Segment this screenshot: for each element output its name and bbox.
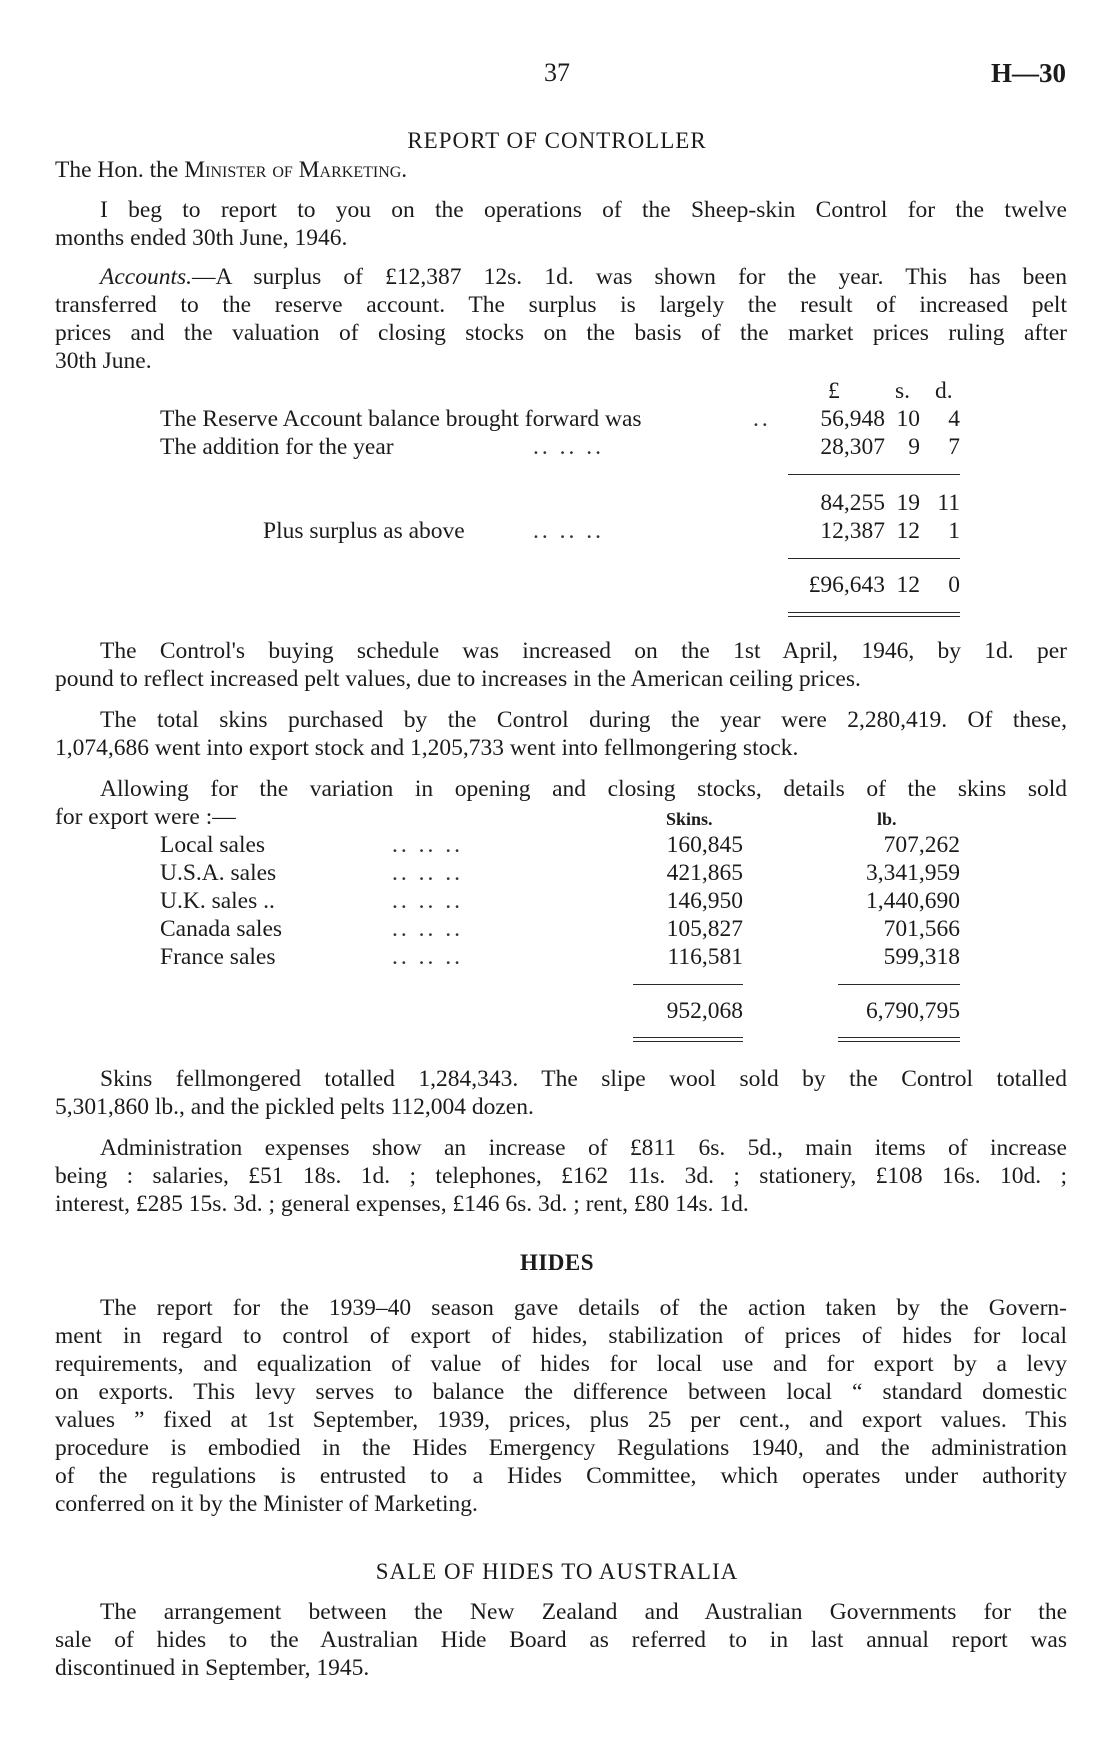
reserve-row-label: The Reserve Account balance brought forward was	[160, 406, 642, 432]
accounts-line-3: prices and the valuation of closing stocks on the basis of the market prices ruling after	[55, 320, 1067, 346]
schedule-line-1: The Control's buying schedule was increased on the 1st April, 1946, by 1d. per	[100, 638, 1067, 664]
plus-row-shillings: 12	[896, 518, 920, 544]
australia-heading: SALE OF HIDES TO AUSTRALIA	[375, 1559, 739, 1584]
subtotal-shillings: 19	[896, 490, 920, 516]
fellmongered-line-2: 5,301,860 lb., and the pickled pelts 112,004 dozen.	[55, 1094, 534, 1120]
sales-row-dots: .. .. ..	[392, 860, 463, 886]
australia-line-3: discontinued in September, 1945.	[55, 1655, 370, 1681]
salutation-prefix: The Hon. the	[55, 157, 185, 183]
sales-row-lb: 1,440,690	[866, 888, 960, 914]
hides-line-1: The report for the 1939–40 season gave details of the action taken by the Govern-	[100, 1295, 1067, 1321]
hides-heading: HIDES	[519, 1250, 595, 1275]
plus-row-pounds: 12,387	[820, 518, 885, 544]
document-reference: H—30	[990, 58, 1066, 88]
hides-line-5: values ” fixed at 1st September, 1939, prices, plus 25 per cent., and export values. This	[55, 1407, 1067, 1433]
sales-row-skins: 146,950	[666, 888, 743, 914]
total-pence: 0	[948, 572, 960, 598]
sales-row-lb: 599,318	[883, 944, 960, 970]
salutation-office: Minister of Marketing.	[184, 157, 408, 183]
col-header-lb: lb.	[877, 809, 897, 829]
total-double-rule	[788, 612, 960, 617]
plus-row-label: Plus surplus as above	[263, 518, 465, 544]
intro-line-1: I beg to report to you on the operations of the Sheep-skin Control for the twelve	[100, 197, 1067, 223]
sales-row-dots: .. .. ..	[392, 888, 463, 914]
reserve-row-shillings: 10	[896, 406, 920, 432]
plus-row-pence: 1	[948, 518, 960, 544]
allowing-line-2: for export were :—	[55, 804, 236, 830]
accounts-line-1	[100, 264, 1067, 291]
total-shillings: 12	[896, 572, 920, 598]
addition-row-label: The addition for the year	[160, 434, 394, 460]
addition-row-shillings: 9	[908, 434, 920, 460]
intro-line-2: months ended 30th June, 1946.	[55, 225, 348, 251]
sales-row-dots: .. .. ..	[392, 916, 463, 942]
reserve-row-pounds: 56,948	[820, 406, 885, 432]
lb-double-rule	[838, 1037, 960, 1042]
sales-row-label: U.K. sales ..	[160, 888, 275, 914]
lb-total: 6,790,795	[866, 998, 960, 1024]
sales-row-label: Local sales	[160, 832, 266, 858]
col-header-shillings: s.	[895, 378, 911, 404]
skins-total-rule	[633, 984, 743, 985]
hides-line-6: procedure is embodied in the Hides Emergency Regulations 1940, and the administration	[55, 1435, 1067, 1461]
accounts-text-1: —A surplus of £12,387 12s. 1d. was shown for the year. This has been	[192, 264, 1067, 290]
subtotal-pence: 11	[937, 490, 960, 516]
subtotal-pounds: 84,255	[820, 490, 885, 516]
fellmongered-line-1: Skins fellmongered totalled 1,284,343. The slipe wool sold by the Control totalled	[100, 1066, 1067, 1092]
sales-row-dots: .. .. ..	[392, 944, 463, 970]
total-pounds: £96,643	[808, 572, 885, 598]
sales-row-skins: 116,581	[667, 944, 743, 970]
administration-line-2: being : salaries, £51 18s. 1d. ; telephones, £162 11s. 3d. ; stationery, £108 16s. 10d. ;	[55, 1163, 1067, 1189]
skins-double-rule	[633, 1037, 743, 1042]
sales-row-lb: 3,341,959	[866, 860, 960, 886]
sales-row-label: U.S.A. sales	[160, 860, 277, 886]
subtotal-rule	[788, 474, 960, 475]
salutation	[55, 157, 407, 184]
accounts-line-2: transferred to the reserve account. The surplus is largely the result of increased pelt	[55, 292, 1067, 318]
hides-line-2: ment in regard to control of export of hides, stabilization of prices of hides for local	[55, 1323, 1067, 1349]
skins-total: 952,068	[666, 998, 743, 1024]
sales-row-skins: 421,865	[666, 860, 743, 886]
allowing-line-1: Allowing for the variation in opening and closing stocks, details of the skins sold	[100, 776, 1067, 802]
addition-row-pence: 7	[948, 434, 960, 460]
hides-line-8: conferred on it by the Minister of Marketing.	[55, 1491, 478, 1517]
sales-row-label: Canada sales	[160, 916, 283, 942]
col-header-pounds: £	[828, 378, 840, 404]
total-rule	[788, 558, 960, 559]
sales-row-skins: 160,845	[666, 832, 743, 858]
sales-row-lb: 701,566	[883, 916, 960, 942]
hides-line-3: requirements, and equalization of value of hides for local use and for export by a levy	[55, 1351, 1067, 1377]
hides-line-7: of the regulations is entrusted to a Hides Committee, which operates under authority	[55, 1463, 1067, 1489]
australia-line-2: sale of hides to the Australian Hide Board as referred to in last annual report was	[55, 1627, 1067, 1653]
addition-row-pounds: 28,307	[820, 434, 885, 460]
hides-line-4: on exports. This levy serves to balance the difference between local “ standard domestic	[55, 1379, 1067, 1405]
sales-row-lb: 707,262	[883, 832, 960, 858]
col-header-skins: Skins.	[666, 809, 713, 829]
purchases-line-1: The total skins purchased by the Control during the year were 2,280,419. Of these,	[100, 707, 1067, 733]
schedule-line-2: pound to reflect increased pelt values, due to increases in the American ceiling prices.	[55, 666, 861, 692]
sales-row-label: France sales	[160, 944, 276, 970]
report-title: REPORT OF CONTROLLER	[407, 128, 707, 153]
col-header-pence: d.	[935, 378, 953, 404]
administration-line-3: interest, £285 15s. 3d. ; general expenses, £146 6s. 3d. ; rent, £80 14s. 1d.	[55, 1191, 749, 1217]
purchases-line-2: 1,074,686 went into export stock and 1,205,733 went into fellmongering stock.	[55, 735, 799, 761]
administration-line-1: Administration expenses show an increase of £811 6s. 5d., main items of increase	[100, 1135, 1067, 1161]
accounts-line-4: 30th June.	[55, 348, 152, 374]
lb-total-rule	[838, 984, 960, 985]
sales-row-dots: .. .. ..	[392, 832, 463, 858]
reserve-row-dots: ..	[753, 406, 771, 432]
accounts-heading: Accounts.	[100, 264, 193, 290]
sales-row-skins: 105,827	[666, 916, 743, 942]
addition-row-dots: .. .. ..	[533, 434, 604, 460]
page-number: 37	[544, 58, 570, 87]
plus-row-dots: .. .. ..	[533, 518, 604, 544]
reserve-row-pence: 4	[948, 406, 960, 432]
australia-line-1: The arrangement between the New Zealand and Australian Governments for the	[100, 1599, 1067, 1625]
